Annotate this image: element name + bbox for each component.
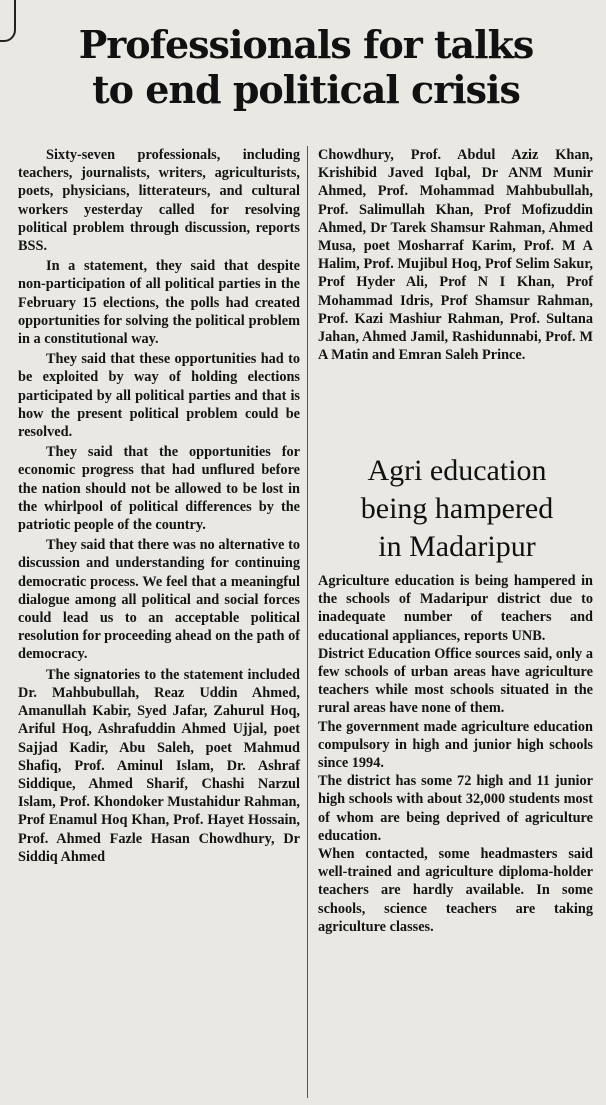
paragraph: When contacted, some headmasters said well-trained and agriculture diploma-holder teachers are hardly available. In some schools, science teachers are taking agriculture classes.	[318, 846, 593, 935]
paragraph: District Education Office sources said, only a few schools of urban areas have agriculture teachers while most schools situated in the rural areas have none of them.	[318, 645, 593, 717]
paragraph: The district has some 72 high and 11 junior high schools with about 32,000 students most of whom are being deprived of agriculture education.	[318, 773, 593, 844]
paragraph: The signatories to the statement included Dr. Mahbubullah, Reaz Uddin Ahmed, Amanullah Kabir, Syed Jafar, Zahurul Hoq, Ariful Hoq, Ashrafuddin Ahmed Ujjal, poet Sajjad Kadir, Abu Saleh, poet Mahmud Shafiq, Prof. Aminul Islam, Dr. Ashraf Siddique, Ahmed Sharif, Chashi Narzul Islam, Prof. Khondoker Mustahidur Rahman, Prof Enamul Hoq Khan, Prof. Hayet Hossain, Prof. Ahmed Fazle Hasan Chowdhury, Dr Siddiq Ahmed	[18, 666, 300, 865]
paragraph: In a statement, they said that despite non-participation of all political parties in the February 15 elections, the polls had created opportunities for solving the political problem in a constitutional way.	[18, 258, 300, 348]
paragraph: Agriculture education is being hampered in the schools of Madaripur district due to inadequate number of teachers and educational appliances, reports UNB.	[318, 573, 593, 644]
clipping-edge	[0, 0, 16, 42]
subhead-line-3: in Madaripur	[378, 530, 536, 563]
subhead-line-2: being hampered	[360, 492, 554, 525]
paragraph: The government made agriculture education compulsory in high and junior high schools since 1994.	[318, 718, 593, 772]
subhead-line-1: Agri education	[367, 454, 547, 487]
headline-line-2: to end political crisis	[92, 67, 520, 112]
right-column	[318, 146, 593, 366]
second-story-headline	[322, 452, 592, 566]
paragraph: They said that there was no alternative to discussion and understanding for continuing democratic process. We feel that a meaningful dialogue among all political and social forces could lead us to an acceptable political resolution for proceeding ahead on the path of democracy.	[18, 537, 300, 663]
second-story-body	[318, 572, 593, 936]
paragraph: They said that the opportunities for economic progress that had unflured before the nation should not be allowed to be lost in the whirlpool of political differences by the patriotic people of the country.	[18, 444, 300, 534]
headline-line-1: Professionals for talks	[78, 22, 534, 67]
headline	[16, 22, 596, 112]
paragraph: They said that these opportunities had to be exploited by way of holding elections participated by all political parties and that is how the present political problem could be resolved.	[18, 351, 300, 441]
paragraph-continued: Chowdhury, Prof. Abdul Aziz Khan, Krishibid Javed Iqbal, Dr ANM Munir Ahmed, Prof. Mohammad Mahbubullah, Prof. Salimullah Khan, Prof Mofizuddin Ahmed, Dr Tarek Shamsur Rahman, Ahmed Musa, poet Mosharraf Karim, Prof. M A Halim, Prof. Mujibul Hoq, Prof Selim Sakur, Prof Hyder Ali, Prof N I Khan, Prof Mohammad Idris, Prof Shamsur Rahman, Prof. Kazi Mashiur Rahman, Prof. Sultana Jahan, Ahmed Jamil, Rashidunnabi, Prof. M A Matin and Emran Saleh Prince.	[318, 147, 593, 364]
column-divider	[307, 146, 308, 1098]
paragraph: Sixty-seven professionals, including teachers, journalists, writers, agriculturists, poets, physicians, litterateurs, and cultural workers yesterday called for resolving political problem through discussion, reports BSS.	[18, 147, 300, 255]
left-column	[18, 146, 300, 868]
